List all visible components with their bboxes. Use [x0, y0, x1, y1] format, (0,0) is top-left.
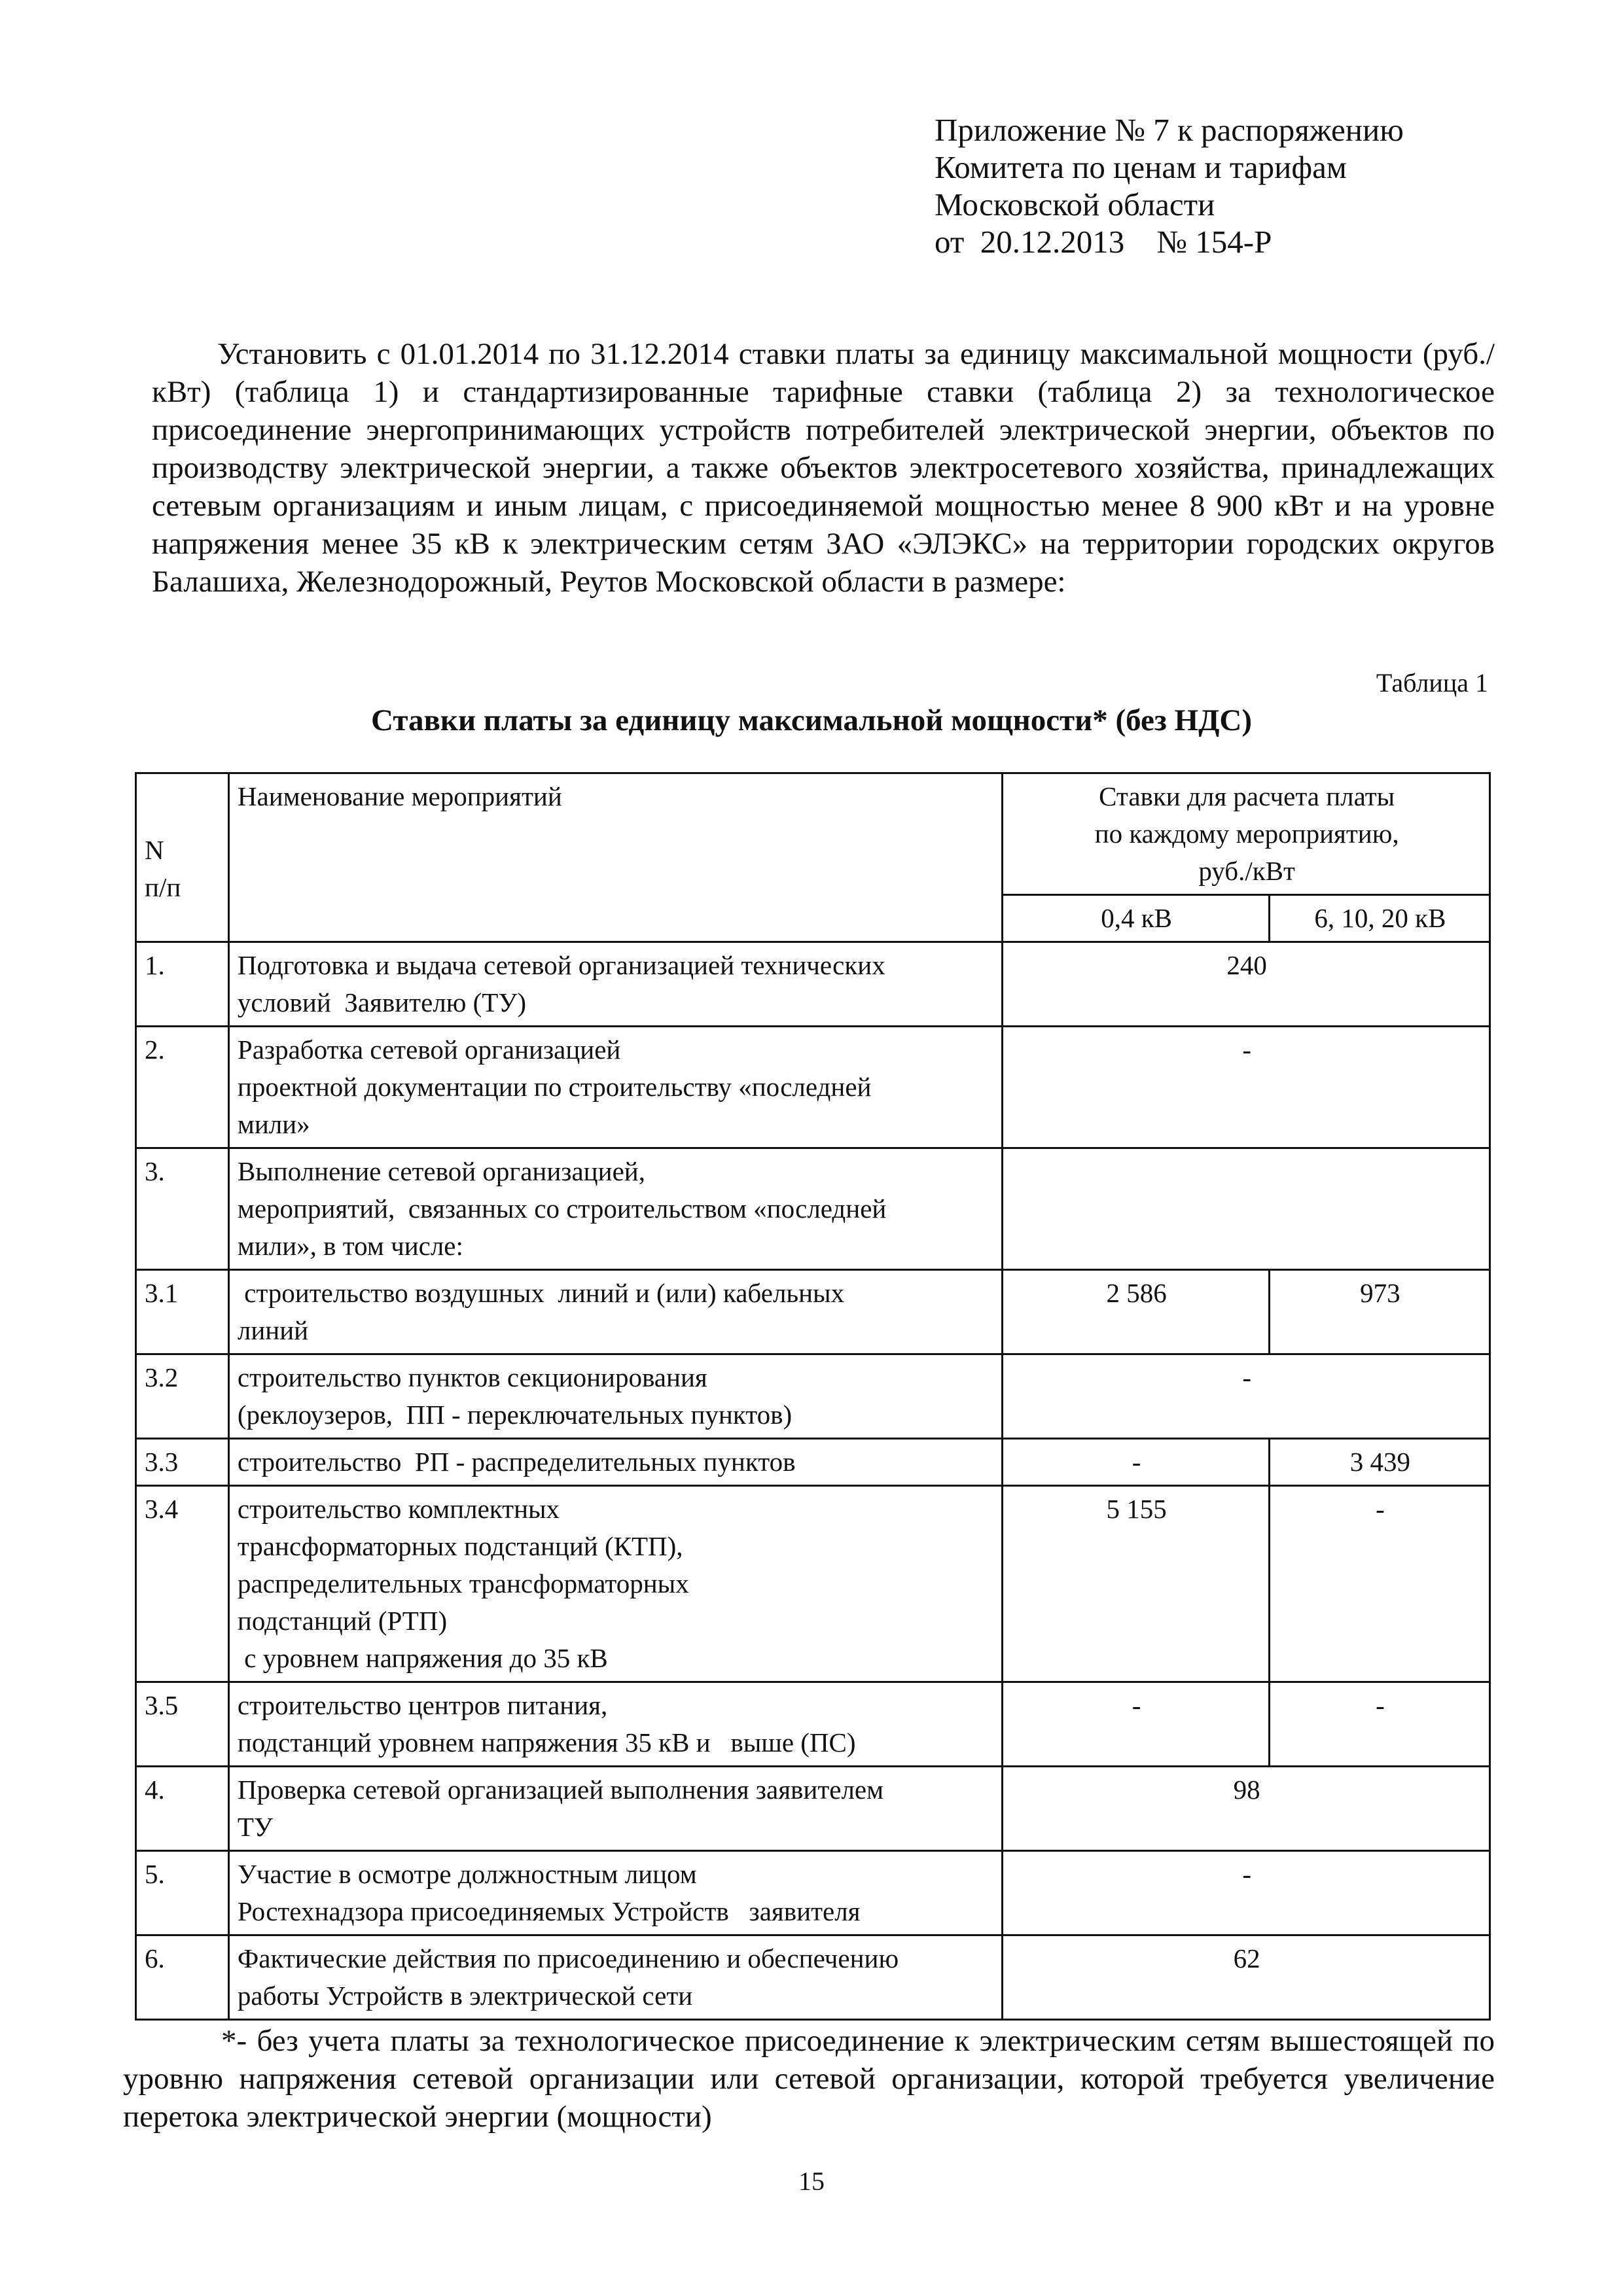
row-number-cell: 3.3 — [136, 1439, 229, 1486]
row-name-line: распределительных трансформаторных — [237, 1568, 689, 1598]
header-line: Московской области — [935, 186, 1215, 222]
row-name-line: работы Устройств в электрической сети — [237, 1981, 693, 2011]
row-name-line: Участие в осмотре должностным лицом — [237, 1859, 697, 1889]
row-number-cell: 6. — [136, 1935, 229, 2020]
row-number-cell: 4. — [136, 1767, 229, 1851]
header-line: Комитета по ценам и тарифам — [935, 149, 1347, 185]
header-voltage-6-10-20: 6, 10, 20 кВ — [1269, 895, 1489, 942]
row-rate-6-10-20-cell: - — [1269, 1486, 1489, 1682]
page-number: 15 — [798, 2166, 825, 2196]
header-rates-line: Ставки для расчета платы — [1099, 781, 1395, 811]
row-rate-merged-cell — [1003, 1148, 1490, 1270]
table-row — [136, 1439, 1490, 1486]
row-number-cell: 3.2 — [136, 1354, 229, 1439]
row-rate-merged-cell: - — [1003, 1851, 1490, 1935]
row-name-line: строительство комплектных — [237, 1494, 560, 1524]
row-name-cell — [228, 1439, 1002, 1486]
table-row — [136, 1486, 1490, 1682]
header-name-cell: Наименование мероприятий — [228, 773, 1002, 942]
row-name-cell — [228, 1027, 1002, 1148]
table-number: Таблица 1 — [1376, 668, 1488, 698]
row-name-line: условий Заявителю (ТУ) — [237, 987, 527, 1017]
row-name-line: строительство пунктов секционирования — [237, 1362, 707, 1392]
header-rates-line: руб./кВт — [1198, 856, 1295, 886]
row-name-line: мили» — [237, 1109, 310, 1139]
header-num-cell — [136, 773, 229, 942]
row-name-line: подстанций (РТП) — [237, 1606, 448, 1636]
table-row — [136, 1148, 1490, 1270]
row-name-line: мероприятий, связанных со строительством «последней — [237, 1193, 887, 1224]
row-rate-04-cell: 2 586 — [1003, 1270, 1270, 1354]
row-rate-merged-cell: 240 — [1003, 942, 1490, 1027]
table-row — [136, 1851, 1490, 1935]
row-number-cell: 3.4 — [136, 1486, 229, 1682]
row-name-line: Проверка сетевой организацией выполнения заявителем — [237, 1775, 884, 1805]
header-line: от 20.12.2013 № 154-Р — [935, 224, 1272, 260]
table-title: Ставки платы за единицу максимальной мощности* (без НДС) — [371, 703, 1252, 737]
row-rate-04-cell: 5 155 — [1003, 1486, 1270, 1682]
row-number-cell: 1. — [136, 942, 229, 1027]
row-name-line: Ростехнадзора присоединяемых Устройств заявителя — [237, 1896, 861, 1926]
row-name-cell — [228, 1486, 1002, 1682]
row-name-line: ТУ — [237, 1812, 273, 1842]
table-row — [136, 1354, 1490, 1439]
appendix-header — [935, 111, 1404, 260]
intro-paragraph: Установить с 01.01.2014 по 31.12.2014 ставки платы за единицу максимальной мощности (руб./кВт) (таблица 1) и стандартизированные тарифные ставки (таблица 2) за технологическое присоединение энергопринимающих устройств потребителей электрической энергии, объектов по производству электрической энергии, а также объектов электросетевого хозяйства, принадлежащих сетевым организациям и иным лицам, с присоединяемой мощностью менее 8 900 кВт и на уровне напряжения менее 35 кВ к электрическим сетям ЗАО «ЭЛЭКС» на территории городских округов Балашиха, Железнодорожный, Реутов Московской области в размере: — [152, 337, 1495, 599]
row-name-cell — [228, 1935, 1002, 2020]
row-name-cell — [228, 1767, 1002, 1851]
table-row — [136, 1935, 1490, 2020]
row-name-line: с уровнем напряжения до 35 кВ — [237, 1643, 608, 1673]
row-name-cell — [228, 1148, 1002, 1270]
row-number-cell: 5. — [136, 1851, 229, 1935]
row-rate-6-10-20-cell: 973 — [1269, 1270, 1489, 1354]
row-name-cell — [228, 1354, 1002, 1439]
row-name-cell — [228, 1682, 1002, 1767]
table-row — [136, 942, 1490, 1027]
row-rate-merged-cell: - — [1003, 1354, 1490, 1439]
row-name-line: Подготовка и выдача сетевой организацией технических — [237, 950, 885, 980]
table-row — [136, 1027, 1490, 1148]
rates-table — [135, 772, 1491, 2021]
row-name-line: подстанций уровнем напряжения 35 кВ и выше (ПС) — [237, 1727, 856, 1757]
row-name-line: Выполнение сетевой организацией, — [237, 1156, 645, 1186]
row-number-cell: 2. — [136, 1027, 229, 1148]
row-name-line: (реклоузеров, ПП - переключательных пунктов) — [237, 1400, 793, 1430]
table-row — [136, 1682, 1490, 1767]
header-line: Приложение № 7 к распоряжению — [935, 112, 1404, 148]
row-rate-04-cell: - — [1003, 1439, 1270, 1486]
header-rates-line: по каждому мероприятию, — [1094, 819, 1399, 849]
row-name-line: мили», в том числе: — [237, 1231, 463, 1261]
header-voltage-04: 0,4 кВ — [1003, 895, 1270, 942]
row-name-cell — [228, 1851, 1002, 1935]
table-header-row — [136, 773, 1490, 895]
row-name-line: строительство РП - распределительных пунктов — [237, 1447, 796, 1477]
row-number-cell: 3.5 — [136, 1682, 229, 1767]
row-rate-04-cell: - — [1003, 1682, 1270, 1767]
row-rate-merged-cell: - — [1003, 1027, 1490, 1148]
row-name-cell — [228, 942, 1002, 1027]
row-name-line: строительство центров питания, — [237, 1690, 608, 1720]
footnote: *- без учета платы за технологическое присоединение к электрическим сетям вышестоящей по уровню напряжения сетевой организации или сетевой организации, которой требуется увеличение перетока электрической энергии (мощности) — [123, 2024, 1495, 2134]
header-rates-cell — [1003, 773, 1490, 895]
header-num-line: п/п — [145, 872, 181, 902]
row-rate-merged-cell: 98 — [1003, 1767, 1490, 1851]
row-name-line: трансформаторных подстанций (КТП), — [237, 1531, 683, 1561]
header-num-line: N — [145, 834, 164, 865]
row-rate-merged-cell: 62 — [1003, 1935, 1490, 2020]
row-name-line: Разработка сетевой организацией — [237, 1034, 621, 1065]
table-row — [136, 1270, 1490, 1354]
row-number-cell: 3.1 — [136, 1270, 229, 1354]
row-number-cell: 3. — [136, 1148, 229, 1270]
row-rate-6-10-20-cell: 3 439 — [1269, 1439, 1489, 1486]
row-name-line: Фактические действия по присоединению и обеспечению — [237, 1943, 899, 1973]
row-name-line: проектной документации по строительству «последней — [237, 1072, 872, 1102]
row-name-cell — [228, 1270, 1002, 1354]
row-rate-6-10-20-cell: - — [1269, 1682, 1489, 1767]
table-row — [136, 1767, 1490, 1851]
row-name-line: линий — [237, 1315, 309, 1345]
row-name-line: строительство воздушных линий и (или) кабельных — [237, 1278, 845, 1308]
